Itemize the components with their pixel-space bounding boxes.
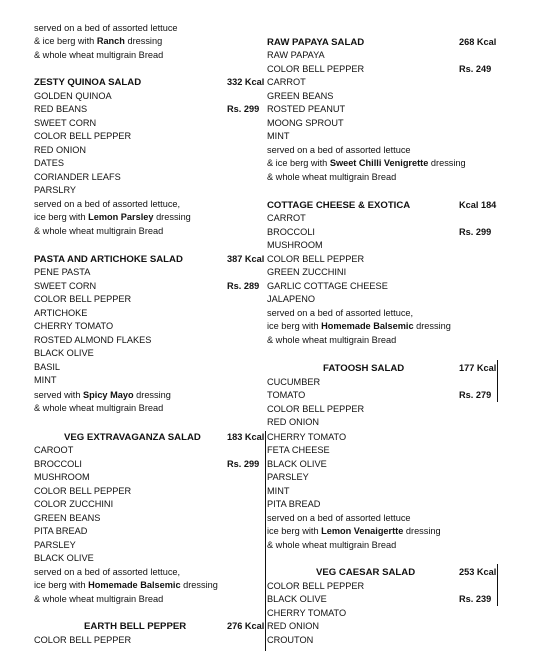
papaya-item: ROSTED PEANUT bbox=[267, 104, 346, 114]
fatoosh-item: CHERRY TOMATO bbox=[267, 432, 347, 442]
papaya-price: Rs. 249 bbox=[459, 64, 492, 74]
caesar-item: RED ONION bbox=[267, 621, 320, 631]
quinoa-title: ZESTY QUINOA SALAD bbox=[34, 77, 142, 88]
dressing-name: Spicy Mayo bbox=[83, 390, 134, 400]
intro-bread-line: & whole wheat multigrain Bread bbox=[34, 50, 164, 60]
cottage-item: MUSHROOM bbox=[267, 240, 323, 250]
quinoa-dressing-line bbox=[34, 211, 191, 224]
dressing-prefix: ice berg with bbox=[267, 526, 322, 536]
cottage-item: COLOR BELL PEPPER bbox=[267, 254, 365, 264]
veg-bread-line: & whole wheat multigrain Bread bbox=[34, 594, 164, 604]
veg-serve-line: served on a bed of assorted lettuce, bbox=[34, 567, 181, 577]
pasta-item: BASIL bbox=[34, 362, 61, 372]
intro-dressing-prefix: & ice berg with bbox=[34, 36, 97, 46]
dressing-suffix: dressing bbox=[428, 158, 466, 168]
cottage-serve-line: served on a bed of assorted lettuce, bbox=[267, 308, 414, 318]
papaya-item: CARROT bbox=[267, 77, 306, 87]
quinoa-item: CORIANDER LEAFS bbox=[34, 172, 121, 182]
fatoosh-kcal: 177 Kcal bbox=[459, 363, 497, 373]
veg-item: COLOR BELL PEPPER bbox=[34, 486, 132, 496]
pasta-dressing-line bbox=[34, 389, 171, 402]
quinoa-item: DATES bbox=[34, 158, 64, 168]
papaya-dressing-line bbox=[267, 157, 466, 170]
fatoosh-item: FETA CHEESE bbox=[267, 445, 330, 455]
quinoa-serve-line: served on a bed of assorted lettuce, bbox=[34, 199, 181, 209]
caesar-kcal: 253 Kcal bbox=[459, 567, 497, 577]
fatoosh-item: COLOR BELL PEPPER bbox=[267, 404, 365, 414]
intro-serve-line: served on a bed of assorted lettuce bbox=[34, 23, 178, 33]
fatoosh-serve-line: served on a bed of assorted lettuce bbox=[267, 513, 411, 523]
column-divider bbox=[265, 431, 266, 651]
dressing-name: Sweet Chilli Venigrette bbox=[329, 158, 429, 168]
intro-dressing-line bbox=[34, 35, 162, 48]
fatoosh-item: PARSLEY bbox=[267, 472, 309, 482]
dressing-prefix: served with bbox=[34, 390, 84, 400]
pasta-item: MINT bbox=[34, 375, 57, 385]
cottage-item: GARLIC COTTAGE CHEESE bbox=[267, 281, 388, 291]
cottage-item: CARROT bbox=[267, 213, 306, 223]
fatoosh-item: TOMATO bbox=[267, 390, 306, 400]
pasta-item: SWEET CORN bbox=[34, 281, 97, 291]
quinoa-item: SWEET CORN bbox=[34, 118, 97, 128]
cottage-item: BROCCOLI bbox=[267, 227, 315, 237]
papaya-item: MINT bbox=[267, 131, 290, 141]
papaya-item: MOONG SPROUT bbox=[267, 118, 344, 128]
pasta-item: ARTICHOKE bbox=[34, 308, 88, 318]
pasta-kcal: 387 Kcal bbox=[227, 254, 265, 264]
veg-item: CAROOT bbox=[34, 445, 74, 455]
dressing-suffix: dressing bbox=[133, 390, 171, 400]
quinoa-item: RED BEANS bbox=[34, 104, 88, 114]
fatoosh-item: MINT bbox=[267, 486, 290, 496]
caesar-item: CHERRY TOMATO bbox=[267, 608, 347, 618]
veg-kcal: 183 Kcal bbox=[227, 432, 265, 442]
earth-title: EARTH BELL PEPPER bbox=[84, 621, 187, 632]
fatoosh-item: RED ONION bbox=[267, 417, 320, 427]
cottage-item: JALAPENO bbox=[267, 294, 315, 304]
dressing-prefix: ice berg with bbox=[34, 580, 89, 590]
papaya-item: RAW PAPAYA bbox=[267, 50, 325, 60]
papaya-serve-line: served on a bed of assorted lettuce bbox=[267, 145, 411, 155]
papaya-title: RAW PAPAYA SALAD bbox=[267, 37, 365, 48]
papaya-item: GREEN BEANS bbox=[267, 91, 334, 101]
quinoa-price: Rs. 299 bbox=[227, 104, 260, 114]
veg-price: Rs. 299 bbox=[227, 459, 260, 469]
papaya-item: COLOR BELL PEPPER bbox=[267, 64, 365, 74]
intro-dressing-suffix: dressing bbox=[124, 36, 163, 46]
pasta-item: CHERRY TOMATO bbox=[34, 321, 114, 331]
caesar-item: CROUTON bbox=[267, 635, 314, 645]
dressing-suffix: dressing bbox=[180, 580, 218, 590]
veg-item: BROCCOLI bbox=[34, 459, 82, 469]
quinoa-item: COLOR BELL PEPPER bbox=[34, 131, 132, 141]
pasta-price: Rs. 289 bbox=[227, 281, 260, 291]
cottage-title: COTTAGE CHEESE & EXOTICA bbox=[267, 200, 411, 211]
dressing-name: Homemade Balsemic bbox=[321, 321, 414, 331]
pasta-bread-line: & whole wheat multigrain Bread bbox=[34, 403, 164, 413]
fatoosh-title: FATOOSH SALAD bbox=[323, 363, 405, 374]
caesar-item: BLACK OLIVE bbox=[267, 594, 327, 604]
dressing-name: Homemade Balsemic bbox=[88, 580, 181, 590]
cottage-bread-line: & whole wheat multigrain Bread bbox=[267, 335, 397, 345]
caesar-title: VEG CAESAR SALAD bbox=[316, 567, 416, 578]
veg-item: BLACK OLIVE bbox=[34, 553, 94, 563]
dressing-suffix: dressing bbox=[153, 212, 191, 222]
dressing-name: Lemon Venaigertte bbox=[321, 526, 404, 536]
caesar-item: COLOR BELL PEPPER bbox=[267, 581, 365, 591]
pasta-item: BLACK OLIVE bbox=[34, 348, 94, 358]
dressing-prefix: ice berg with bbox=[267, 321, 322, 331]
intro-dressing-name: Ranch bbox=[96, 36, 125, 46]
veg-item: MUSHROOM bbox=[34, 472, 90, 482]
dressing-prefix: & ice berg with bbox=[267, 158, 330, 168]
caesar-price: Rs. 239 bbox=[459, 594, 492, 604]
fatoosh-price: Rs. 279 bbox=[459, 390, 492, 400]
papaya-kcal: 268 Kcal bbox=[459, 37, 497, 47]
veg-item: GREEN BEANS bbox=[34, 513, 101, 523]
dressing-suffix: dressing bbox=[413, 321, 451, 331]
dressing-suffix: dressing bbox=[403, 526, 441, 536]
quinoa-kcal: 332 Kcal bbox=[227, 77, 265, 87]
earth-item: COLOR BELL PEPPER bbox=[34, 635, 132, 645]
pasta-item: PENE PASTA bbox=[34, 267, 91, 277]
fatoosh-item: CUCUMBER bbox=[267, 377, 321, 387]
pasta-item: ROSTED ALMOND FLAKES bbox=[34, 335, 152, 345]
dressing-prefix: ice berg with bbox=[34, 212, 89, 222]
fatoosh-dressing-line bbox=[267, 525, 441, 538]
fatoosh-item: BLACK OLIVE bbox=[267, 459, 327, 469]
column-divider bbox=[497, 360, 498, 402]
cottage-item: GREEN ZUCCHINI bbox=[267, 267, 347, 277]
pasta-item: COLOR BELL PEPPER bbox=[34, 294, 132, 304]
column-divider bbox=[497, 564, 498, 606]
quinoa-item: PARSLRY bbox=[34, 185, 77, 195]
veg-dressing-line bbox=[34, 579, 218, 592]
fatoosh-bread-line: & whole wheat multigrain Bread bbox=[267, 540, 397, 550]
quinoa-bread-line: & whole wheat multigrain Bread bbox=[34, 226, 164, 236]
veg-title: VEG EXTRAVAGANZA SALAD bbox=[64, 432, 201, 443]
cottage-dressing-line bbox=[267, 320, 451, 333]
veg-item: COLOR ZUCCHINI bbox=[34, 499, 114, 509]
cottage-price: Rs. 299 bbox=[459, 227, 492, 237]
veg-item: PARSLEY bbox=[34, 540, 76, 550]
earth-kcal: 276 Kcal bbox=[227, 621, 265, 631]
cottage-kcal: Kcal 184 bbox=[459, 200, 497, 210]
veg-item: PITA BREAD bbox=[34, 526, 88, 536]
quinoa-item: GOLDEN QUINOA bbox=[34, 91, 112, 101]
fatoosh-item: PITA BREAD bbox=[267, 499, 321, 509]
dressing-name: Lemon Parsley bbox=[88, 212, 154, 222]
pasta-title: PASTA AND ARTICHOKE SALAD bbox=[34, 254, 183, 265]
papaya-bread-line: & whole wheat multigrain Bread bbox=[267, 172, 397, 182]
quinoa-item: RED ONION bbox=[34, 145, 87, 155]
